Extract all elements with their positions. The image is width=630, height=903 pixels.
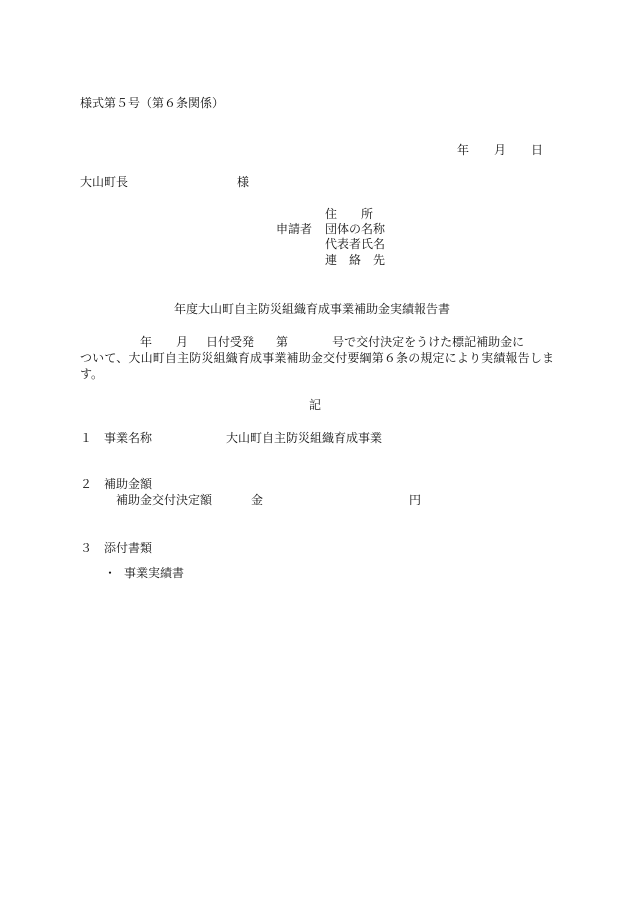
body-number-prefix: 第 [276,335,289,349]
body-line1-rest: 号で交付決定をうけた標記補助金に [332,335,525,349]
body-line-3: す。 [80,367,104,381]
item-2-label: 補助金額 [104,477,153,491]
applicant-field-group-name: 団体の名称 [325,222,386,236]
document-title: 年度大山町自主防災組織育成事業補助金実績報告書 [174,302,451,316]
addressee-name: 大山町長 [80,175,129,189]
item-3-bullet: ・ [104,566,117,580]
body-line-2: ついて、大山町自主防災組織育成事業補助金交付要綱第６条の規定により実績報告しま [80,351,554,365]
body-month: 月 [176,335,189,349]
date-month: 月 [494,143,507,157]
item-2-sub-label: 補助金交付決定額 [116,493,213,507]
applicant-field-address: 住 所 [325,207,374,221]
applicant-field-representative: 代表者氏名 [325,237,386,251]
date-day: 日 [531,143,544,157]
applicant-field-contact: 連 絡 先 [325,253,386,267]
form-label: 様式第５号（第６条関係） [80,96,225,110]
item-3-attachment: 事業実績書 [124,566,185,580]
body-paragraph [80,334,554,382]
item-1-value: 大山町自主防災組織育成事業 [226,431,383,445]
body-line-1 [80,334,554,350]
applicant-role: 申請者 [276,222,313,236]
body-year: 年 [140,335,153,349]
addressee-honorific: 様 [237,175,250,189]
date-year: 年 [457,143,470,157]
item-2-currency-prefix: 金 [251,493,264,507]
body-day-received: 日付受発 [206,335,255,349]
item-3-number: ３ [80,541,93,555]
item-1-label: 事業名称 [104,431,153,445]
item-2-number: ２ [80,477,93,491]
item-3-label: 添付書類 [104,541,153,555]
item-1-number: １ [80,431,93,445]
item-2-unit: 円 [409,493,422,507]
ki-heading: 記 [309,398,322,412]
